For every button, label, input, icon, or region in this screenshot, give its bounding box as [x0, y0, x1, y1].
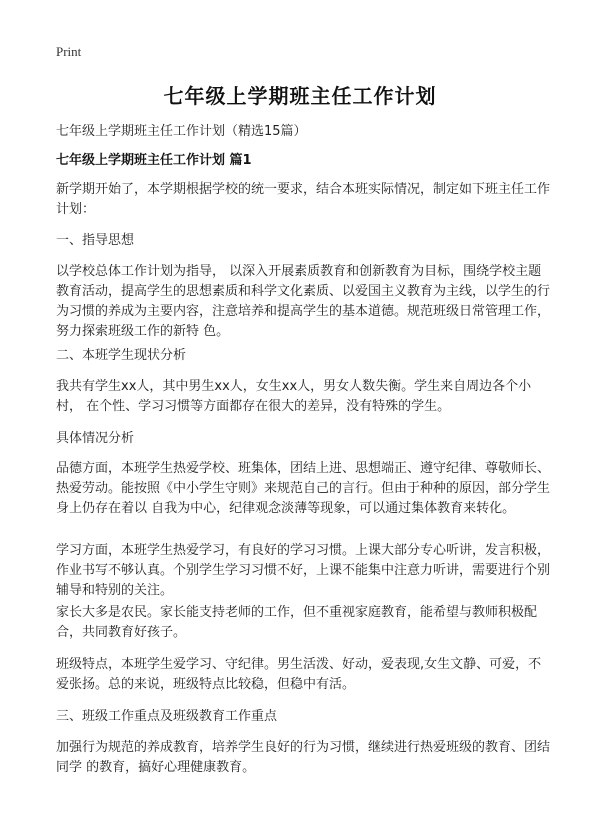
heading-student-status: 二、本班学生现状分析 [56, 348, 187, 363]
paragraph-work-focus: 加强行为规范的养成教育，培养学生良好的行为习惯，继续进行热爱班级的教育、团结同学 的教育，搞好心理健康教育。 [56, 740, 551, 775]
paragraph-guiding-thought: 以学校总体工作计划为指导， 以深入开展素质教育和创新教育为目标，围绕学校主题教育活动，提高学生的思想素质和科学文化素质、以爱国主义教育为主线，以学生的行为习惯的养成为主要内容，注意培养和提高学生的基本道德。规范班级日常管理工作，努力探索班级工作的新特 色。 [56, 264, 551, 339]
heading-detail-analysis: 具体情况分析 [56, 431, 135, 446]
print-link[interactable]: Print [56, 44, 82, 59]
paragraph-parents: 家长大多是农民。家长能支持老师的工作，但不重视家庭教育，能希望与教师积极配合，共同教育好孩子。 [56, 605, 538, 640]
paragraph-class-traits: 班级特点，本班学生爱学习、守纪律。男生活泼、好动，爱表现,女生文静、可爱，不爱张扬。总的来说，班级特点比较稳，但稳中有活。 [56, 657, 542, 692]
paragraph-morality: 品德方面，本班学生热爱学校、班集体，团结上进、思想端正、遵守纪律、尊敬师长、热爱劳动。能按照《中小学生守则》来规范自己的言行。但由于种种的原因，部分学生身上仍存在着以 自我为中心，纪律观念淡薄等现象，可以通过集体教育来转化。 [56, 461, 551, 516]
heading-work-focus: 三、班级工作重点及班级教育工作重点 [56, 709, 278, 724]
paragraph-student-status: 我共有学生xx人，其中男生xx人，女生xx人，男女人数失衡。学生来自周边各个小村， 在个性、学习习惯等方面都存在很大的差异，没有特殊的学生。 [56, 379, 532, 414]
paragraph-study: 学习方面，本班学生热爱学习，有良好的学习习惯。上课大部分专心听讲，发言积极，作业书写不够认真。个别学生学习习惯不好，上课不能集中注意力听讲，需要进行个别辅导和特别的关注。 [56, 543, 551, 598]
document-subtitle: 七年级上学期班主任工作计划（精选15篇） [56, 124, 307, 139]
heading-guiding-thought: 一、指导思想 [56, 233, 135, 248]
section-title: 七年级上学期班主任工作计划 篇1 [56, 153, 252, 168]
document-title: 七年级上学期班主任工作计划 [163, 84, 437, 108]
paragraph-intro: 新学期开始了，本学期根据学校的统一要求，结合本班实际情况，制定如下班主任工作计划： [56, 182, 551, 217]
